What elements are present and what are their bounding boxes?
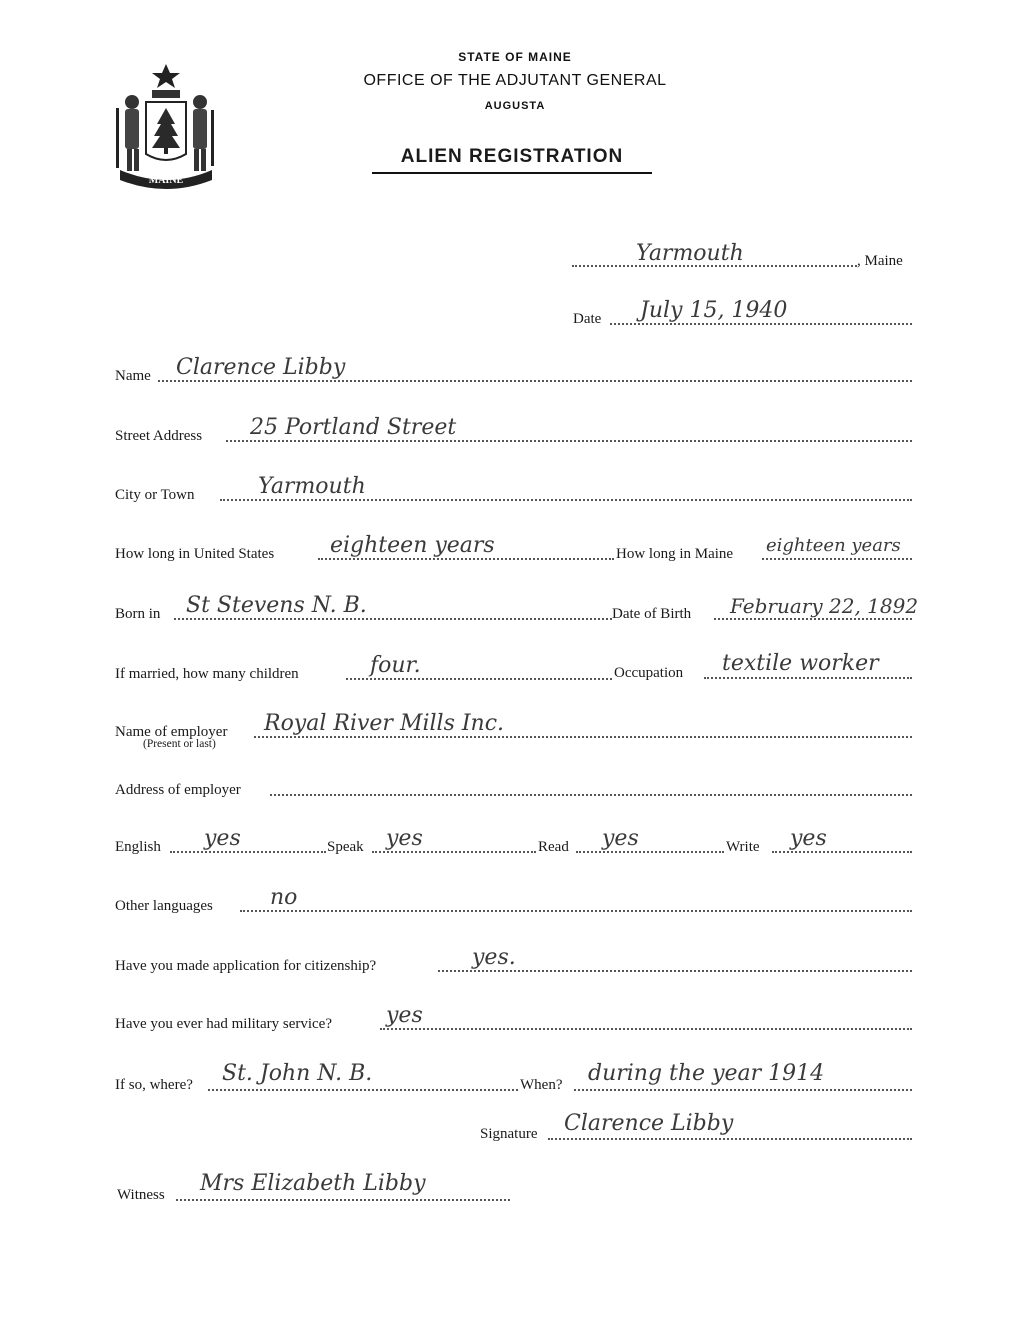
speak-label: Speak — [327, 839, 364, 855]
citizenship-label: Have you made application for citizenship? — [115, 958, 377, 974]
occupation-label: Occupation — [614, 665, 684, 681]
where-line — [208, 1089, 518, 1091]
born-in-line — [174, 618, 612, 620]
occupation-value[interactable]: textile worker — [722, 651, 879, 676]
citizenship-value[interactable]: yes. — [472, 945, 516, 970]
write-line — [772, 851, 912, 853]
form-title: ALIEN REGISTRATION — [372, 146, 652, 174]
city-label: City or Town — [115, 487, 195, 503]
maine-state-seal-icon — [108, 62, 224, 192]
employer-line — [254, 736, 912, 738]
read-line — [576, 851, 724, 853]
read-label: Read — [538, 839, 569, 855]
military-line — [380, 1028, 912, 1030]
how-long-maine-label: How long in Maine — [616, 546, 734, 562]
svg-text:MAINE: MAINE — [148, 175, 184, 186]
when-label: When? — [520, 1077, 563, 1093]
military-value[interactable]: yes — [386, 1003, 423, 1028]
how-long-us-label: How long in United States — [115, 546, 275, 562]
employer-address-line — [270, 794, 912, 796]
born-in-value[interactable]: St Stevens N. B. — [186, 593, 367, 618]
city-line — [220, 499, 912, 501]
when-value[interactable]: during the year 1914 — [588, 1061, 825, 1086]
name-label: Name — [115, 368, 151, 384]
how-long-maine-line — [762, 558, 912, 560]
children-line — [346, 678, 612, 680]
date-value[interactable]: July 15, 1940 — [640, 298, 788, 323]
write-value[interactable]: yes — [790, 826, 827, 851]
speak-line — [372, 851, 536, 853]
citizenship-line — [438, 970, 912, 972]
english-value[interactable]: yes — [204, 826, 241, 851]
city-heading: AUGUSTA — [484, 100, 546, 112]
military-label: Have you ever had military service? — [115, 1016, 332, 1032]
children-value[interactable]: four. — [370, 653, 421, 678]
when-line — [574, 1089, 912, 1091]
occupation-line — [704, 677, 912, 679]
city-value[interactable]: Yarmouth — [258, 474, 366, 499]
street-address-line — [226, 440, 912, 442]
witness-label: Witness — [117, 1187, 165, 1203]
write-label: Write — [726, 839, 760, 855]
where-value[interactable]: St. John N. B. — [222, 1061, 373, 1086]
date-label: Date — [573, 311, 602, 327]
signature-label: Signature — [480, 1126, 538, 1142]
town-value[interactable]: Yarmouth — [636, 241, 744, 266]
signature-line — [548, 1138, 912, 1140]
name-value[interactable]: Clarence Libby — [176, 355, 346, 380]
date-line — [610, 323, 912, 325]
witness-value[interactable]: Mrs Elizabeth Libby — [200, 1171, 426, 1196]
how-long-us-line — [318, 558, 614, 560]
name-line — [158, 380, 912, 382]
street-address-label: Street Address — [115, 428, 203, 444]
other-languages-label: Other languages — [115, 898, 213, 914]
employer-value[interactable]: Royal River Mills Inc. — [264, 711, 505, 736]
english-label: English — [115, 839, 161, 855]
maine-label: , Maine — [857, 253, 903, 269]
date-of-birth-value[interactable]: February 22, 1892 — [730, 594, 919, 618]
signature-value[interactable]: Clarence Libby — [564, 1111, 734, 1136]
date-of-birth-line — [714, 618, 912, 620]
english-line — [170, 851, 326, 853]
witness-line — [176, 1199, 510, 1201]
read-value[interactable]: yes — [602, 826, 639, 851]
employer-address-label: Address of employer — [115, 782, 241, 798]
street-address-value[interactable]: 25 Portland Street — [250, 415, 457, 440]
how-long-maine-value[interactable]: eighteen years — [766, 535, 901, 556]
where-label: If so, where? — [115, 1077, 193, 1093]
other-languages-value[interactable]: no — [270, 885, 298, 910]
children-label: If married, how many children — [115, 666, 299, 682]
employer-sublabel: (Present or last) — [143, 738, 216, 750]
other-languages-line — [240, 910, 912, 912]
born-in-label: Born in — [115, 606, 161, 622]
state-heading: STATE OF MAINE — [458, 50, 572, 64]
employer-label: Name of employer — [115, 724, 228, 740]
speak-value[interactable]: yes — [386, 826, 423, 851]
office-heading: OFFICE OF THE ADJUTANT GENERAL — [363, 72, 667, 89]
how-long-us-value[interactable]: eighteen years — [330, 533, 495, 558]
date-of-birth-label: Date of Birth — [612, 606, 692, 622]
